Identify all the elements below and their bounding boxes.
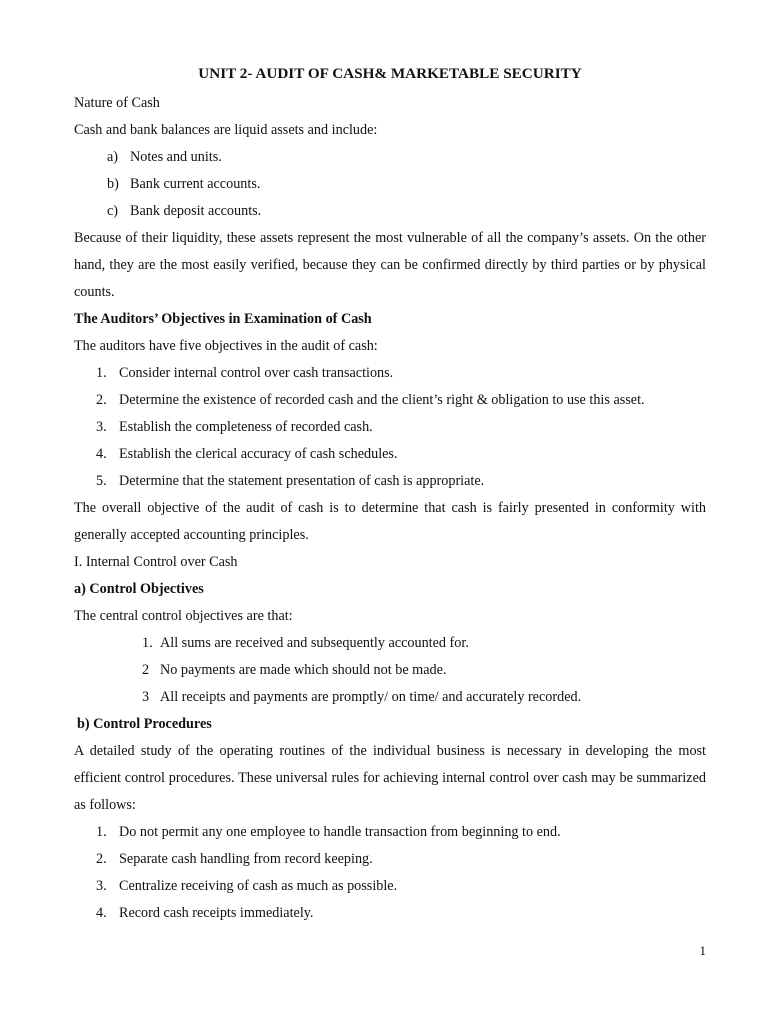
list-item bbox=[74, 198, 706, 225]
control-objectives-list bbox=[74, 630, 706, 711]
nature-of-cash-heading: Nature of Cash bbox=[74, 95, 160, 111]
list-item-text: Record cash receipts immediately. bbox=[119, 905, 314, 921]
list-item-text: Bank current accounts. bbox=[130, 176, 261, 192]
list-item bbox=[74, 171, 706, 198]
list-marker: 2. bbox=[96, 392, 107, 408]
list-marker: 1. bbox=[96, 824, 107, 840]
list-item bbox=[74, 387, 706, 414]
list-marker: 1. bbox=[96, 365, 107, 381]
list-item-text: Do not permit any one employee to handle transaction from beginning to end. bbox=[119, 824, 561, 840]
list-marker: 1. bbox=[142, 635, 153, 651]
procedures-paragraph: A detailed study of the operating routines of the individual business is necessary in developing the most efficient control procedures. These universal rules for achieving internal control over cash may be summarized as follows: bbox=[74, 743, 706, 813]
list-item-text: Centralize receiving of cash as much as possible. bbox=[119, 878, 398, 894]
list-item-text: Determine the existence of recorded cash and the client’s right & obligation to use this asset. bbox=[119, 392, 645, 408]
document-title: UNIT 2- AUDIT OF CASH& MARKETABLE SECURITY bbox=[198, 65, 582, 82]
overall-objective-paragraph: The overall objective of the audit of cash is to determine that cash is fairly presented in conformity with generally accepted accounting principles. bbox=[74, 500, 706, 543]
list-item bbox=[74, 657, 706, 684]
control-objectives-heading: a) Control Objectives bbox=[74, 581, 204, 597]
list-marker: 2 bbox=[142, 662, 150, 678]
list-item-text: Separate cash handling from record keeping. bbox=[119, 851, 373, 867]
control-procedures-heading: b) Control Procedures bbox=[77, 716, 212, 732]
document-page bbox=[74, 62, 706, 927]
list-marker: 3 bbox=[142, 689, 150, 705]
control-objectives-intro: The central control objectives are that: bbox=[74, 608, 293, 624]
list-marker: 5. bbox=[96, 473, 107, 489]
page-number: 1 bbox=[699, 943, 706, 958]
list-marker: a) bbox=[107, 149, 119, 165]
list-item-text: Determine that the statement presentation of cash is appropriate. bbox=[119, 473, 485, 489]
auditors-objectives-heading: The Auditors’ Objectives in Examination of Cash bbox=[74, 311, 372, 327]
list-item-text: Establish the clerical accuracy of cash schedules. bbox=[119, 446, 398, 462]
list-marker: 4. bbox=[96, 446, 107, 462]
objectives-intro: The auditors have five objectives in the audit of cash: bbox=[74, 338, 378, 354]
list-item-text: All receipts and payments are promptly/ on time/ and accurately recorded. bbox=[160, 689, 582, 705]
list-item bbox=[74, 360, 706, 387]
list-item bbox=[74, 468, 706, 495]
list-item-text: Establish the completeness of recorded cash. bbox=[119, 419, 373, 435]
objectives-list bbox=[74, 360, 706, 495]
list-marker: 2. bbox=[96, 851, 107, 867]
list-item bbox=[74, 900, 706, 927]
procedures-list bbox=[74, 819, 706, 927]
list-item bbox=[74, 684, 706, 711]
list-item-text: No payments are made which should not be made. bbox=[160, 662, 447, 678]
list-item bbox=[74, 414, 706, 441]
list-item-text: Notes and units. bbox=[130, 149, 222, 165]
list-item-text: Consider internal control over cash transactions. bbox=[119, 365, 394, 381]
list-item bbox=[74, 819, 706, 846]
list-item bbox=[74, 846, 706, 873]
list-marker: b) bbox=[107, 176, 119, 192]
list-marker: c) bbox=[107, 203, 119, 219]
list-item bbox=[74, 441, 706, 468]
list-item-text: Bank deposit accounts. bbox=[130, 203, 262, 219]
internal-control-heading: I. Internal Control over Cash bbox=[74, 554, 238, 570]
assets-intro: Cash and bank balances are liquid assets and include: bbox=[74, 122, 378, 138]
list-marker: 3. bbox=[96, 878, 107, 894]
list-marker: 4. bbox=[96, 905, 107, 921]
liquidity-paragraph: Because of their liquidity, these assets represent the most vulnerable of all the company’s assets. On the other hand, they are the most easily verified, because they can be confirmed directly by third parties or by physical counts. bbox=[74, 230, 706, 300]
assets-list bbox=[74, 144, 706, 225]
list-item bbox=[74, 144, 706, 171]
list-marker: 3. bbox=[96, 419, 107, 435]
list-item bbox=[74, 873, 706, 900]
list-item-text: All sums are received and subsequently accounted for. bbox=[160, 635, 469, 651]
list-item bbox=[74, 630, 706, 657]
